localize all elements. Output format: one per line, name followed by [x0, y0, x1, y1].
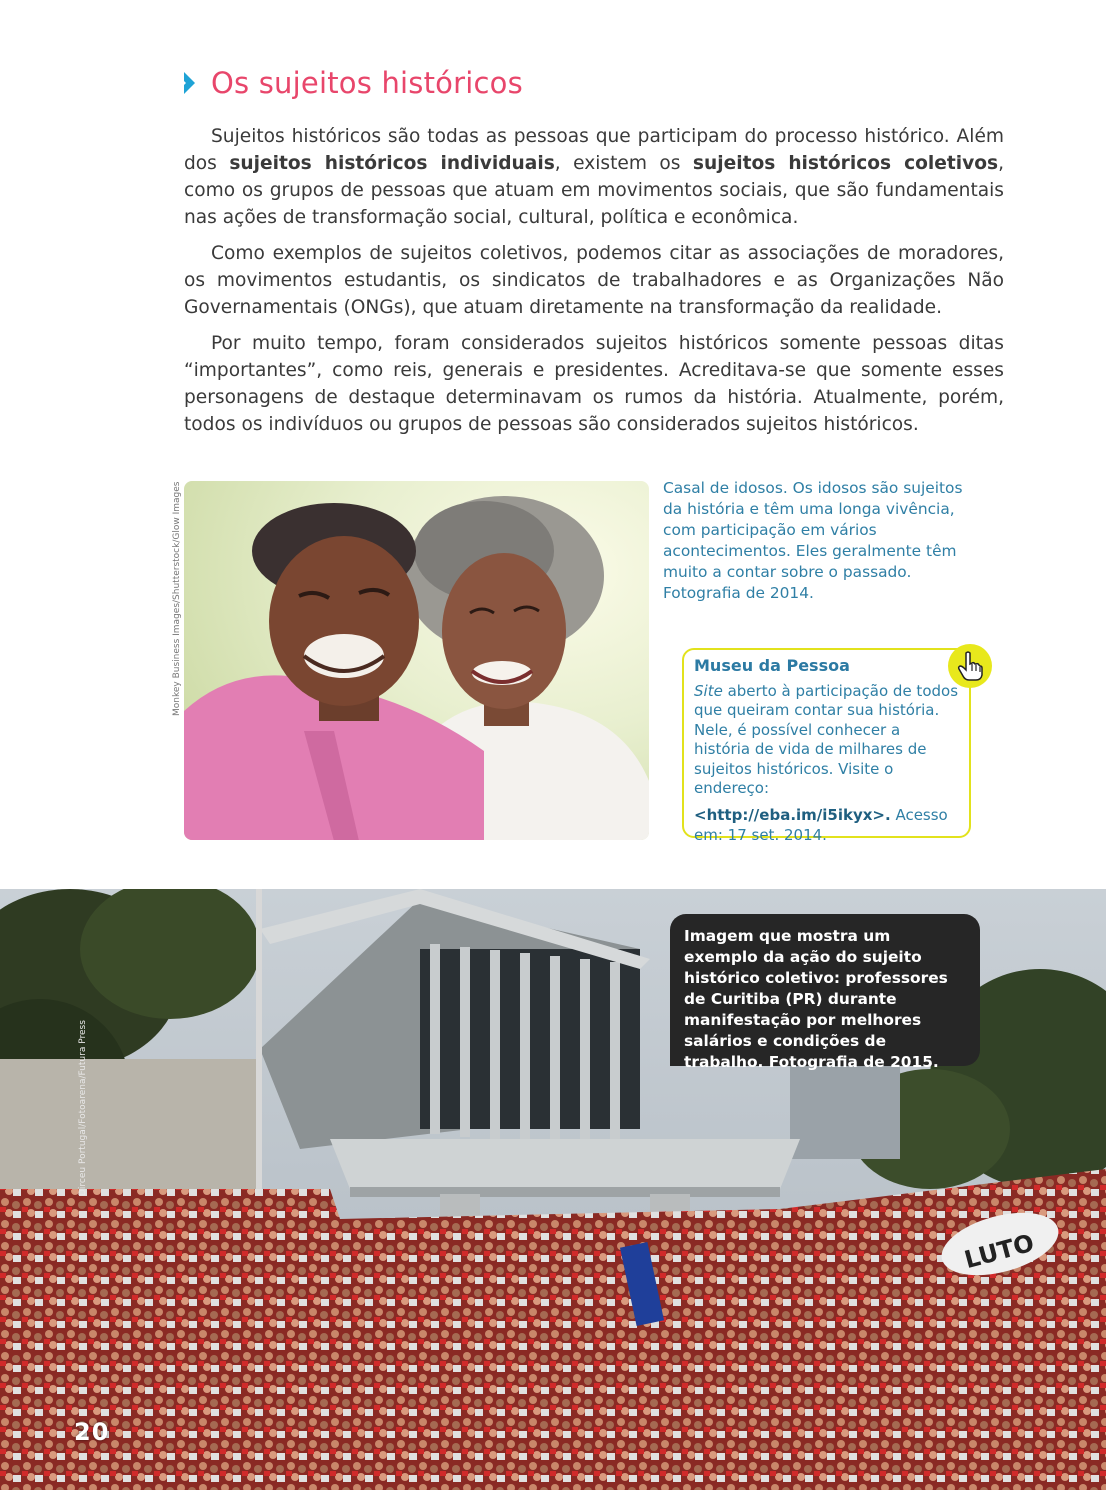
museum-access-date: Acesso em: 17 set. 2014. — [694, 806, 948, 844]
hand-cursor-icon — [948, 644, 992, 688]
museum-link[interactable]: <http://eba.im/i5ikyx>. — [694, 806, 891, 825]
photo-caption-couple: Casal de idosos. Os idosos são sujeitos da história e têm uma longa vivência, com participação em vários acontecimentos. Eles geralmente têm muito a contar sobre o passado. Fotografia de 2014. — [663, 479, 963, 602]
paragraph-1-text-c: , como os grupos de pessoas que atuam em movimentos sociais, que são fundamentais nas ações de transformação social, cultural, política e econômica. — [184, 153, 1004, 228]
chevron-right-icon — [184, 72, 195, 94]
elderly-couple-image — [184, 481, 649, 840]
museum-description — [694, 682, 959, 798]
photo-credit-protest: Dirceu Portugal/Fotoarena/Futura Press — [78, 1020, 88, 1196]
paragraph-2: Como exemplos de sujeitos coletivos, podemos citar as associações de moradores, os movimentos estudantis, os sindicatos de trabalhadores e as Organizações Não Governamentais (ONGs), que atuam diretamente na transformação da realidade. — [184, 243, 1004, 318]
museum-title: Museu da Pessoa — [694, 656, 850, 675]
paragraph-3: Por muito tempo, foram considerados sujeitos históricos somente pessoas ditas “importantes”, como reis, generais e presidentes. Acreditava-se que somente esses personagens de destaque determinavam os rumos da história. Atualmente, porém, todos os indivíduos ou grupos de pessoas são considerados sujeitos históricos. — [184, 333, 1004, 435]
paragraph-1-text-b: , existem os — [554, 153, 693, 174]
term-individual: sujeitos históricos individuais — [229, 153, 555, 174]
photo-elderly-couple — [184, 481, 649, 840]
photo-credit-couple: Monkey Business Images/Shutterstock/Glow Images — [172, 481, 182, 716]
page-title: Os sujeitos históricos — [211, 66, 523, 100]
paragraph-1 — [184, 123, 1004, 231]
museum-info-box — [682, 648, 971, 844]
body-text — [184, 123, 1004, 447]
protest-banner-text: LUTO — [961, 1228, 1038, 1275]
museum-text: aberto à participação de todos que queiram contar sua história. Nele, é possível conhecer a história de vida de milhares de sujeitos históricos. Visite o endereço: — [694, 682, 959, 798]
museum-site-word: Site — [694, 682, 723, 700]
photo-caption-protest: Imagem que mostra um exemplo da ação do sujeito histórico coletivo: professores de Curitiba (PR) durante manifestação por melhores salários e condições de trabalho. Fotografia de 2015. — [670, 914, 980, 1066]
paragraph-1-text-a: Sujeitos históricos são todas as pessoas que participam do processo histórico. Além dos — [184, 126, 1004, 174]
page-number: 20 — [74, 1418, 110, 1446]
section-heading — [184, 66, 523, 100]
term-coletivo: sujeitos históricos coletivos — [692, 153, 999, 174]
museum-url-line — [694, 806, 959, 845]
